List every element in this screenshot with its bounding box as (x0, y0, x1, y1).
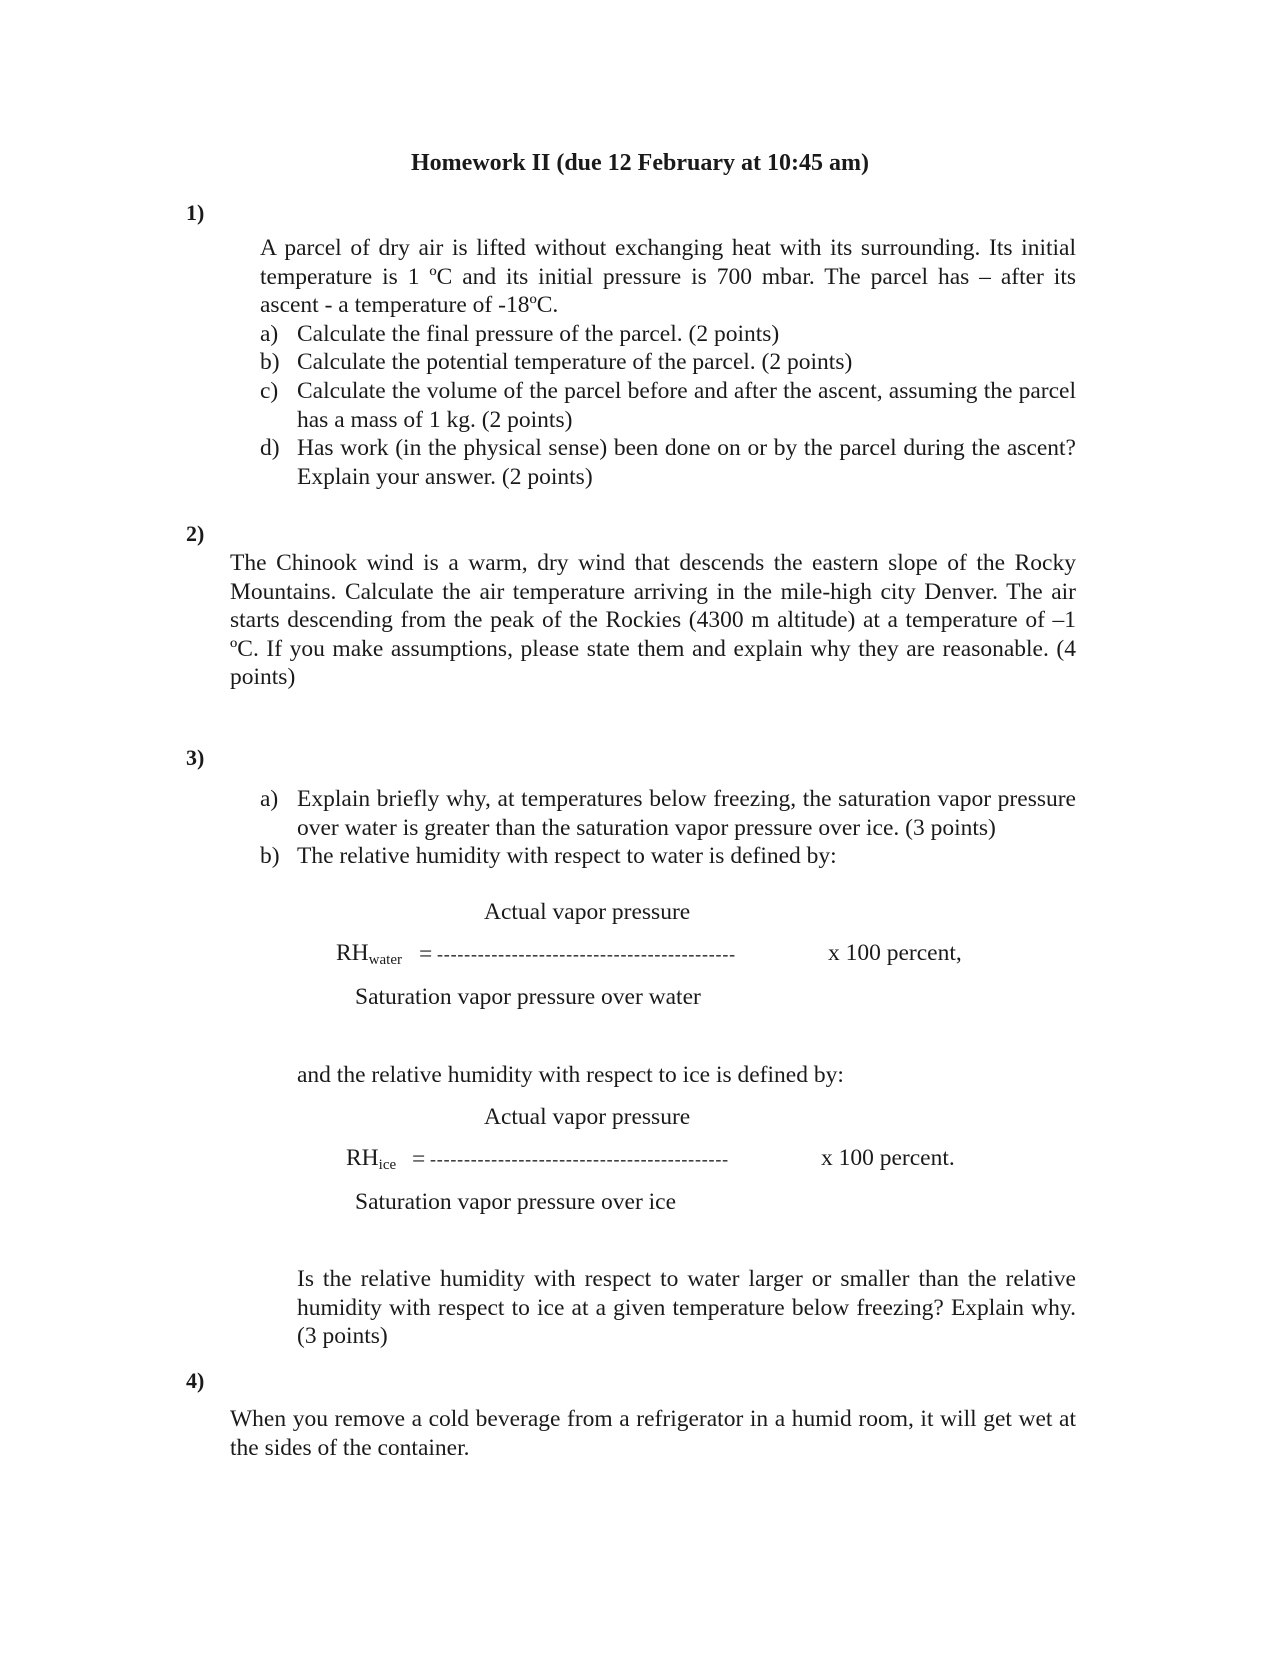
eq2-subscript: ice (378, 1157, 397, 1173)
question-1-part-c (260, 377, 1076, 434)
eq2-lhs (346, 1145, 396, 1174)
question-1-part-a (260, 320, 1076, 349)
eq2-factor: x 100 percent. (821, 1145, 955, 1171)
question-3-part-a (260, 785, 1076, 842)
part-text: Explain briefly why, at temperatures below freezing, the saturation vapor pressure over water is greater than the saturation vapor pressure over ice. (3 points) (297, 786, 1076, 841)
question-3-connector: and the relative humidity with respect to ice is defined by: (297, 1062, 844, 1088)
part-label: a) (260, 786, 279, 812)
question-1-part-d (260, 434, 1076, 491)
part-label: a) (260, 320, 279, 347)
question-3-part-list (260, 785, 1076, 871)
part-text: The relative humidity with respect to water is defined by: (297, 843, 837, 870)
part-text: Calculate the volume of the parcel before and after the ascent, assuming the parcel has a mass of 1 kg. (2 points) (297, 377, 1076, 433)
part-label: d) (260, 435, 280, 462)
eq1-numerator: Actual vapor pressure (484, 899, 691, 925)
question-2-text: The Chinook wind is a warm, dry wind that descends the eastern slope of the Rocky Mountains. Calculate the air temperature arriving in the mile-high city Denver. The air starts descending from the peak of the Rockies (4300 m altitude) at a temperature of –1 ºC. If you make assumptions, please state them and explain why they are reasonable. (4 points) (230, 550, 1076, 691)
part-text: Calculate the final pressure of the parcel. (2 points) (297, 320, 780, 347)
eq1-fraction-bar: -------------------------------------------- (437, 944, 736, 964)
eq2-denominator: Saturation vapor pressure over ice (355, 1189, 677, 1215)
part-label: c) (260, 377, 279, 404)
question-1-intro: A parcel of dry air is lifted without exchanging heat with its surrounding. Its initial temperature is 1 ºC and its initial pressure is 700 mbar. The parcel has – after its ascent - a temperature of -18ºC. (260, 235, 1076, 319)
part-text: Calculate the potential temperature of the parcel. (2 points) (297, 349, 853, 376)
part-label: b) (260, 349, 280, 376)
question-3-number: 3) (186, 745, 205, 770)
page-title: Homework II (due 12 February at 10:45 am) (411, 150, 869, 176)
eq2-fraction-bar: -------------------------------------------- (430, 1149, 729, 1169)
question-1-parts (260, 320, 1076, 492)
eq2-rh: RH (346, 1145, 379, 1171)
question-1 (260, 234, 1076, 491)
question-3-parts (260, 785, 1076, 871)
question-2-number: 2) (186, 521, 205, 546)
eq1-equals: = (419, 941, 433, 967)
question-1-number: 1) (186, 200, 205, 225)
eq1-subscript: water (368, 952, 402, 968)
eq1-factor: x 100 percent, (828, 940, 962, 966)
eq1-lhs (336, 940, 402, 969)
eq1-denominator: Saturation vapor pressure over water (355, 984, 701, 1010)
eq2-numerator: Actual vapor pressure (484, 1104, 691, 1130)
question-3-part-b (260, 842, 1076, 871)
part-label: b) (260, 843, 280, 870)
question-4-text: When you remove a cold beverage from a refrigerator in a humid room, it will get wet at the sides of the container. (230, 1406, 1076, 1461)
question-3-question: Is the relative humidity with respect to water larger or smaller than the relative humidity with respect to ice at a given temperature below freezing? Explain why. (3 points) (297, 1266, 1076, 1350)
question-1-part-b (260, 348, 1076, 377)
eq1-rh: RH (336, 940, 369, 966)
question-4-number: 4) (186, 1368, 205, 1393)
part-text: Has work (in the physical sense) been done on or by the parcel during the ascent? Explain your answer. (2 points) (297, 435, 1076, 490)
eq2-equals: = (412, 1146, 426, 1172)
